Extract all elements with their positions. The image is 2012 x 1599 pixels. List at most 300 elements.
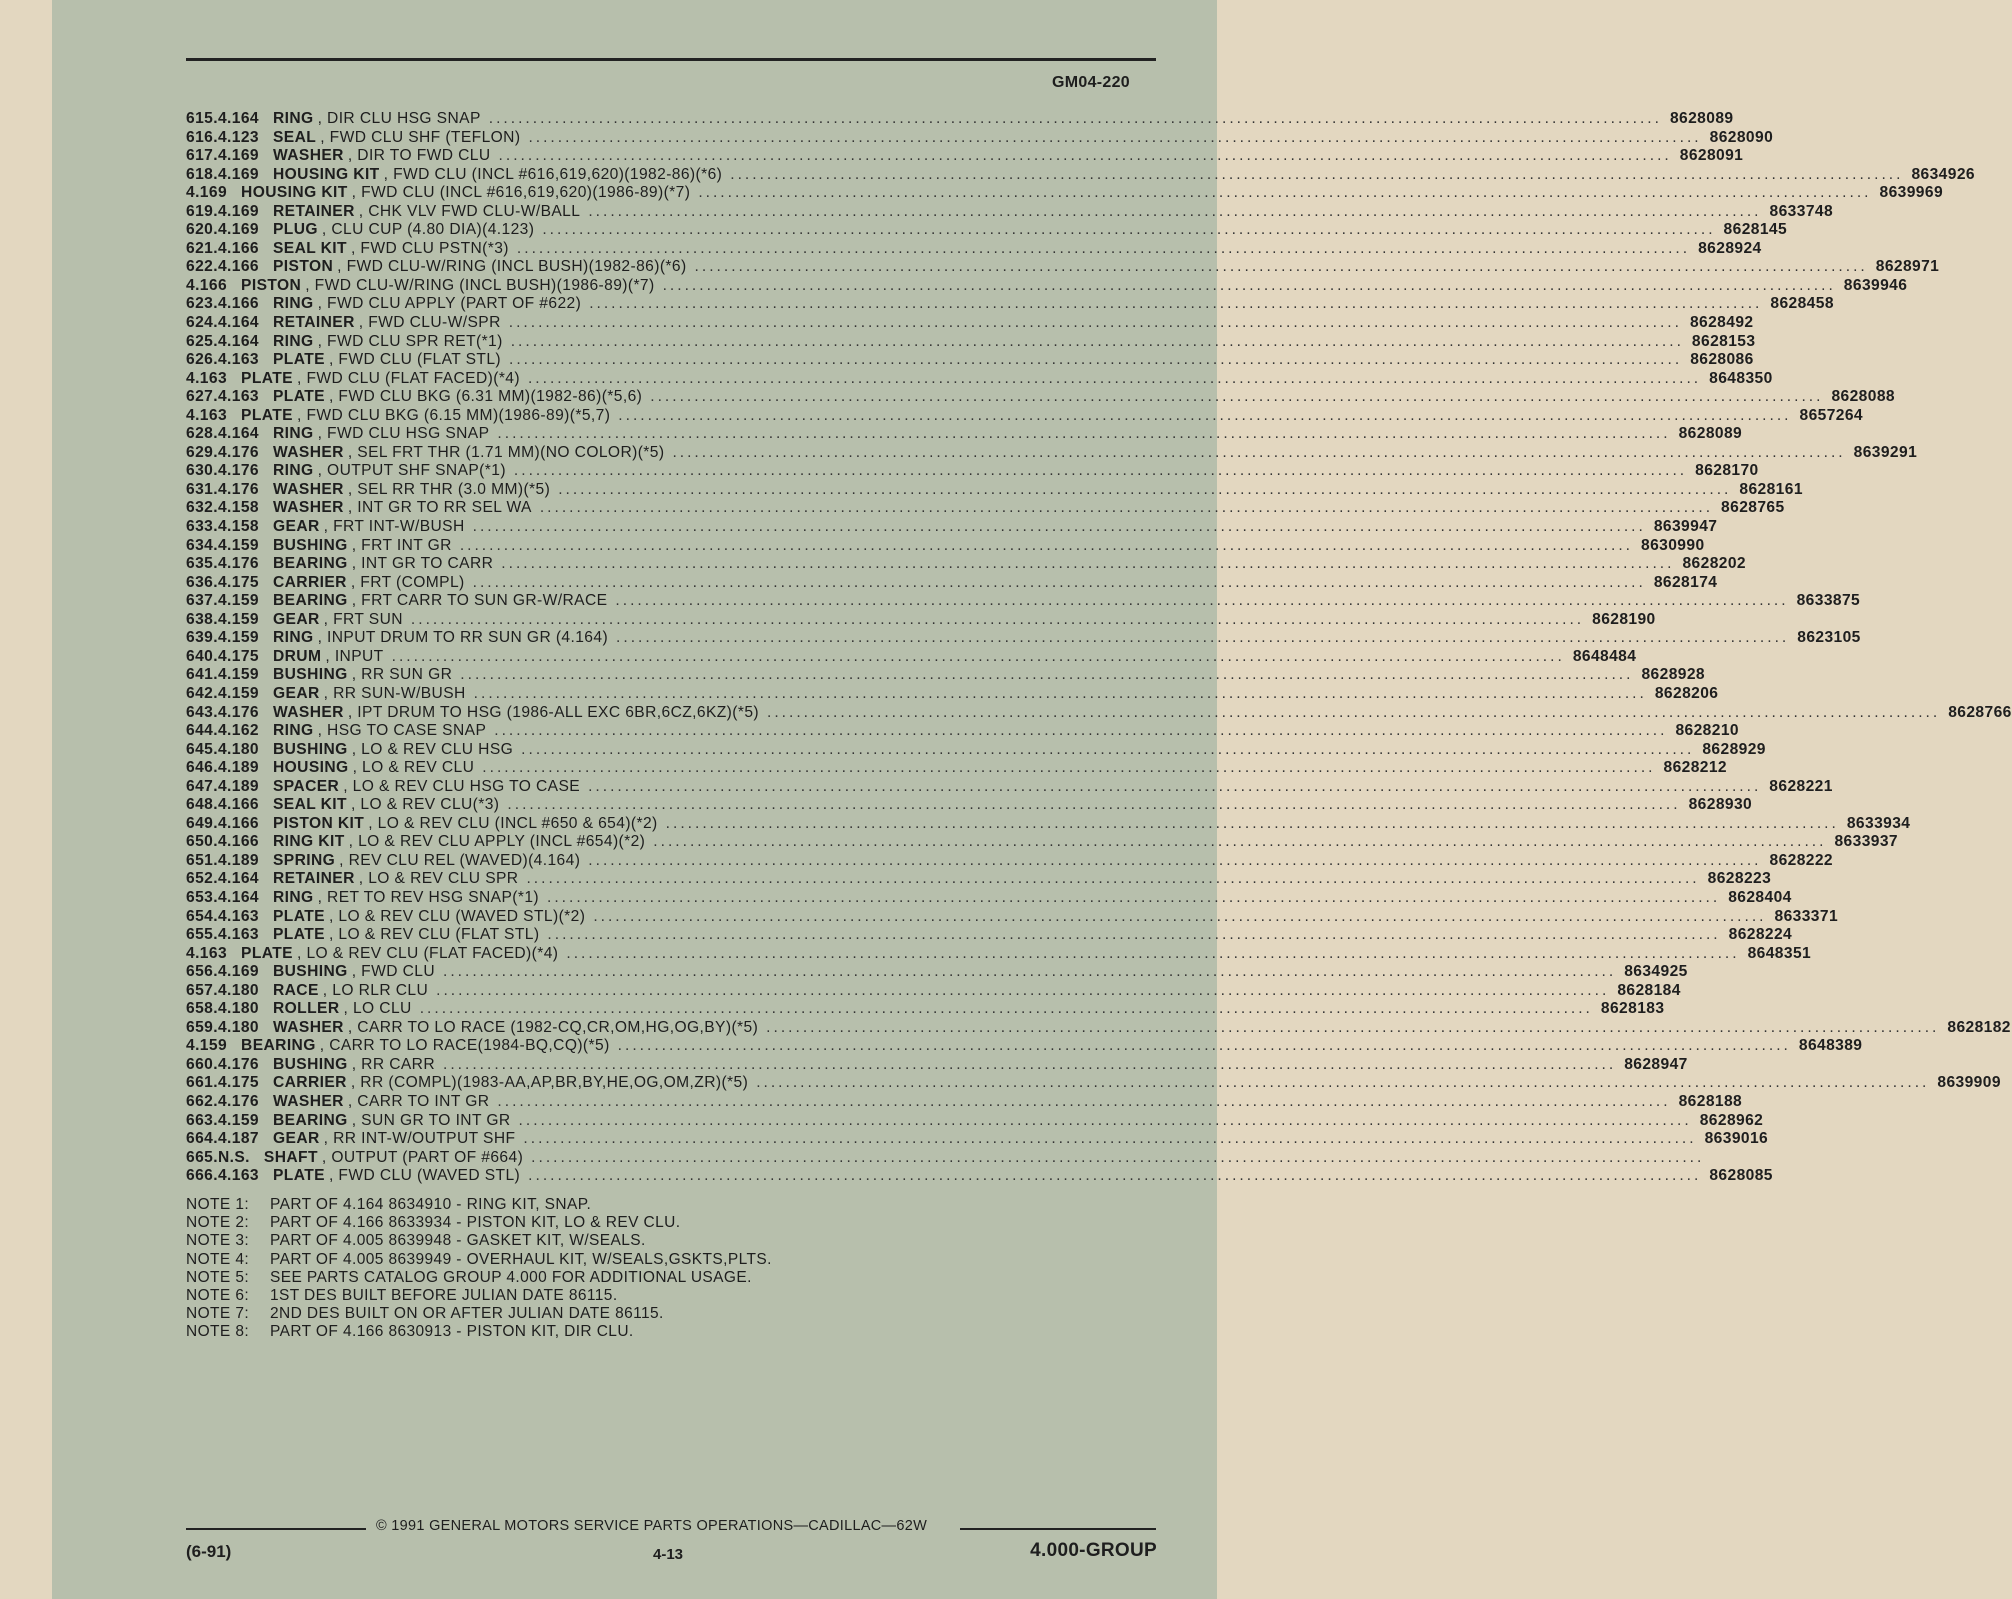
part-row <box>186 944 1812 964</box>
part-detail: , FWD CLU (INCL #616,619,620)(1986-89)(*7) <box>351 184 691 202</box>
group-number: 4.180 <box>217 1000 259 1018</box>
part-description <box>273 425 1679 444</box>
leader-dots: ................................................................................................................................................................ <box>593 907 1767 925</box>
part-description <box>273 926 1729 945</box>
footer-rule-right <box>960 1528 1156 1530</box>
part-detail: , FWD CLU (FLAT FACED)(*4) <box>297 369 520 387</box>
group-number: 4.163 <box>217 1167 259 1185</box>
item-number: 665. <box>186 1148 218 1166</box>
part-row <box>186 221 1788 240</box>
leader-dots: ................................................................................................................................................................ <box>730 165 1904 183</box>
leader-dots: ................................................................................................................................................................ <box>410 610 1585 628</box>
leader-dots: ................................................................................................................................................................ <box>521 740 1695 758</box>
part-number: 8628145 <box>1723 221 1788 239</box>
part-description <box>273 166 1911 185</box>
part-row <box>186 666 1705 685</box>
part-description <box>273 592 1797 611</box>
part-name: BUSHING <box>272 666 348 684</box>
part-name: RING <box>272 462 314 480</box>
part-name: RETAINER <box>272 870 355 888</box>
part-name: GEAR <box>272 684 320 702</box>
part-detail: , IPT DRUM TO HSG (1986-ALL EXC 6BR,6CZ,6KZ)(*5) <box>347 703 760 721</box>
leader-dots: ................................................................................................................................................................ <box>510 332 1684 350</box>
group-number: 4.166 <box>217 814 259 832</box>
item-number: 628. <box>186 425 218 443</box>
part-number: 8648351 <box>1747 944 1812 962</box>
part-name: SHAFT <box>263 1148 318 1166</box>
part-detail: , RR (COMPL)(1983-AA,AP,BR,BY,HE,OG,OM,ZR)(*5) <box>350 1074 749 1092</box>
part-name: SEAL KIT <box>272 796 347 814</box>
group-number: 4.163 <box>186 944 228 962</box>
part-row <box>186 202 1834 222</box>
part-description <box>273 351 1690 370</box>
part-name: GEAR <box>272 1130 320 1148</box>
part-number: 8639947 <box>1653 518 1718 536</box>
part-name: PLATE <box>241 944 293 962</box>
group-number: 4.176 <box>217 443 259 461</box>
leader-dots: ................................................................................................................................................................ <box>501 555 1675 573</box>
part-row <box>186 759 1728 778</box>
leader-dots: ................................................................................................................................................................ <box>508 351 1683 369</box>
part-row <box>186 1111 1764 1131</box>
item-number: 633. <box>186 518 218 536</box>
group-number: 4.159 <box>186 1037 228 1055</box>
part-name: RING <box>272 110 314 127</box>
part-detail: , LO & REV CLU HSG TO CASE <box>343 777 581 795</box>
part-detail: , FRT (COMPL) <box>350 573 465 591</box>
item-number: 658. <box>186 1000 218 1018</box>
part-detail: , SUN GR TO INT GR <box>351 1111 511 1129</box>
leader-dots: ................................................................................................................................................................ <box>498 147 1672 165</box>
part-name: BUSHING <box>272 740 348 758</box>
part-description <box>273 852 1770 871</box>
leader-dots: ................................................................................................................................................................ <box>473 684 1647 702</box>
part-name: RING KIT <box>272 833 345 851</box>
part-name: GEAR <box>272 610 320 628</box>
leader-dots: ................................................................................................................................................................ <box>665 814 1839 832</box>
leader-dots: ................................................................................................................................................................ <box>617 1037 1791 1055</box>
leader-dots: ................................................................................................................................................................ <box>650 388 1824 406</box>
leader-dots: ................................................................................................................................................................ <box>698 184 1872 202</box>
part-number: 8633937 <box>1834 833 1898 851</box>
part-row <box>186 573 1718 593</box>
leader-dots: ................................................................................................................................................................ <box>459 536 1634 554</box>
part-row <box>186 165 1975 185</box>
note-line <box>186 1214 772 1232</box>
part-row <box>186 555 1746 574</box>
part-row <box>186 314 1754 333</box>
part-name: BUSHING <box>272 1055 348 1073</box>
group-number: 4.176 <box>217 1092 259 1110</box>
part-name: PLATE <box>241 406 293 424</box>
part-number: 8628182 <box>1947 1018 2011 1036</box>
note-label: NOTE 3: <box>186 1232 250 1250</box>
part-row <box>186 907 1839 927</box>
part-row <box>186 351 1754 370</box>
leader-dots: ................................................................................................................................................................ <box>516 239 1691 257</box>
part-description <box>241 945 1748 964</box>
part-row <box>186 239 1762 259</box>
group-number: 4.163 <box>217 351 259 369</box>
group-number: 4.175 <box>217 647 259 665</box>
part-description <box>273 629 1797 648</box>
part-description <box>273 314 1690 333</box>
group-number: N.S. <box>217 1148 250 1166</box>
part-number: 8628091 <box>1679 147 1744 165</box>
part-name: RING <box>272 629 314 647</box>
group-number: 4.158 <box>217 518 259 536</box>
group-number: 4.163 <box>217 926 259 944</box>
part-number: 8639016 <box>1704 1130 1769 1148</box>
part-detail: , CARR TO LO RACE(1984-BQ,CQ)(*5) <box>319 1037 610 1055</box>
part-row <box>186 963 1688 982</box>
leader-dots: ................................................................................................................................................................ <box>528 1167 1702 1185</box>
leader-dots: ................................................................................................................................................................ <box>589 295 1763 313</box>
part-row <box>186 610 1656 630</box>
part-number: 8628183 <box>1600 1000 1665 1018</box>
item-number: 649. <box>186 814 218 832</box>
part-description <box>241 184 1879 203</box>
group-number: 4.163 <box>186 369 228 387</box>
part-detail: , OUTPUT (PART OF #664) <box>321 1148 524 1166</box>
part-name: WASHER <box>272 480 344 498</box>
part-row <box>186 833 1898 852</box>
notes-list <box>186 1196 772 1342</box>
note-line <box>186 1323 772 1341</box>
part-description <box>273 796 1689 815</box>
part-row <box>186 870 1772 889</box>
item-number: 655. <box>186 926 218 944</box>
part-description <box>273 722 1675 741</box>
part-name: BEARING <box>272 555 348 573</box>
part-detail: , SEL FRT THR (1.71 MM)(NO COLOR)(*5) <box>347 443 665 461</box>
part-detail: , LO & REV CLU (WAVED STL)(*2) <box>328 907 586 925</box>
part-description <box>273 870 1708 889</box>
part-name: HOUSING KIT <box>241 184 348 202</box>
part-detail: , FRT INT-W/BUSH <box>323 518 465 536</box>
part-name: CARRIER <box>272 573 347 591</box>
part-row <box>186 499 1785 518</box>
part-number: 8628153 <box>1691 332 1756 350</box>
part-number: 8628089 <box>1678 425 1743 443</box>
group-number: 4.166 <box>217 258 259 276</box>
part-description <box>241 407 1799 426</box>
group-number: 4.176 <box>217 555 259 573</box>
part-number: 8628221 <box>1769 777 1833 795</box>
part-detail: , LO & REV CLU(*3) <box>350 796 500 814</box>
group-number: 4.163 <box>217 907 259 925</box>
part-description <box>273 203 1770 222</box>
leader-dots: ................................................................................................................................................................ <box>531 1148 1705 1166</box>
part-row <box>186 1148 1705 1168</box>
group-number: 4.187 <box>217 1130 259 1148</box>
part-number: 8633371 <box>1774 907 1839 925</box>
part-row <box>186 518 1718 537</box>
part-row <box>186 536 1705 556</box>
part-name: RING <box>272 425 314 443</box>
group-number: 4.163 <box>186 406 228 424</box>
part-row <box>186 443 1918 463</box>
item-number: 642. <box>186 684 218 702</box>
leader-dots: ................................................................................................................................................................ <box>766 1018 1940 1036</box>
part-description <box>273 685 1655 704</box>
leader-dots: ................................................................................................................................................................ <box>615 592 1789 610</box>
note-text: 1ST DES BUILT BEFORE JULIAN DATE 86115. <box>270 1286 618 1304</box>
item-number: 615. <box>186 110 218 127</box>
part-number: 8628458 <box>1770 295 1834 313</box>
leader-dots: ................................................................................................................................................................ <box>662 276 1836 294</box>
part-row <box>186 184 1944 203</box>
part-name: ROLLER <box>272 1000 340 1018</box>
item-number: 640. <box>186 647 218 665</box>
note-label: NOTE 7: <box>186 1305 250 1323</box>
part-number: 8628224 <box>1728 926 1793 944</box>
part-row <box>186 295 1834 314</box>
part-description <box>273 240 1698 259</box>
item-number: 639. <box>186 629 218 647</box>
part-number: 8628161 <box>1739 480 1803 498</box>
part-description <box>273 1056 1624 1075</box>
group-number: 4.166 <box>217 796 259 814</box>
part-name: RING <box>272 888 314 906</box>
note-line <box>186 1196 772 1214</box>
note-line <box>186 1287 772 1305</box>
part-detail: , FWD CLU-W/SPR <box>358 314 501 332</box>
part-number: 8628223 <box>1707 870 1772 888</box>
part-name: PLATE <box>272 926 325 944</box>
leader-dots: ................................................................................................................................................................ <box>528 128 1702 146</box>
group-number: 4.159 <box>217 629 259 647</box>
group-number: 4.180 <box>217 981 259 999</box>
copyright-line: © 1991 GENERAL MOTORS SERVICE PARTS OPERATIONS—CADILLAC—62W <box>376 1518 928 1534</box>
leader-dots: ................................................................................................................................................................ <box>472 518 1646 536</box>
part-name: RING <box>272 722 314 740</box>
part-row <box>186 684 1719 704</box>
part-detail: , INPUT <box>325 647 384 665</box>
part-description <box>273 555 1683 574</box>
group-number: 4.159 <box>217 536 259 554</box>
part-row <box>186 1000 1665 1019</box>
part-name: PLATE <box>272 1167 325 1185</box>
part-number: 8634926 <box>1911 165 1975 183</box>
part-name: RING <box>272 295 314 313</box>
page-number: 4-13 <box>653 1546 684 1563</box>
part-detail: , LO & REV CLU HSG <box>351 740 514 758</box>
part-description <box>273 1167 1709 1186</box>
part-row <box>186 1037 1863 1056</box>
item-number: 617. <box>186 147 218 165</box>
leader-dots: ................................................................................................................................................................ <box>618 406 1792 424</box>
part-name: PLATE <box>272 351 325 369</box>
part-row <box>186 276 1908 296</box>
part-name: PLUG <box>272 221 318 239</box>
part-name: GEAR <box>272 518 320 536</box>
group-number: 4.163 <box>217 388 259 406</box>
item-number: 631. <box>186 480 218 498</box>
part-description <box>273 574 1654 593</box>
part-number: 8633934 <box>1846 814 1911 832</box>
leader-dots: ................................................................................................................................................................ <box>539 499 1714 517</box>
part-description <box>273 666 1642 685</box>
item-number: 650. <box>186 833 218 851</box>
part-detail: , RR INT-W/OUTPUT SHF <box>323 1130 516 1148</box>
part-number: 8628766 <box>1948 703 2012 721</box>
part-detail: , CLU CUP (4.80 DIA)(4.123) <box>321 221 535 239</box>
note-text: PART OF 4.166 8630913 - PISTON KIT, DIR CLU. <box>270 1323 634 1341</box>
part-description <box>273 1019 1947 1038</box>
group-number: 4.164 <box>217 314 259 332</box>
part-number: 8628174 <box>1653 573 1718 591</box>
part-description <box>273 1074 1937 1093</box>
part-row <box>186 462 1759 481</box>
part-number: 8639909 <box>1937 1074 2001 1092</box>
item-number: 621. <box>186 239 218 257</box>
group-number: 4.166 <box>217 295 259 313</box>
group-label: 4.000-GROUP <box>1030 1540 1157 1561</box>
part-detail: , FWD CLU-W/RING (INCL BUSH)(1982-86)(*6) <box>337 258 687 276</box>
note-line <box>186 1305 772 1323</box>
group-number: 4.189 <box>217 851 259 869</box>
part-row <box>186 981 1681 1001</box>
part-detail: , SEL RR THR (3.0 MM)(*5) <box>347 480 551 498</box>
group-number: 4.176 <box>217 1055 259 1073</box>
part-number: 8628190 <box>1592 610 1656 628</box>
note-line <box>186 1269 772 1287</box>
item-number: 664. <box>186 1130 218 1148</box>
leader-dots: ................................................................................................................................................................ <box>391 647 1565 665</box>
part-detail: , RR SUN GR <box>351 666 453 684</box>
part-description <box>273 1130 1705 1149</box>
part-row <box>186 1167 1773 1186</box>
leader-dots: ................................................................................................................................................................ <box>443 1055 1617 1073</box>
part-row <box>186 703 2012 723</box>
part-detail: , CHK VLV FWD CLU-W/BALL <box>358 202 581 220</box>
part-detail: , FWD CLU SHF (TEFLON) <box>320 128 521 146</box>
part-description <box>273 611 1592 630</box>
part-detail: , FRT SUN <box>323 610 403 628</box>
group-number: 4.169 <box>217 963 259 981</box>
revision-date: (6-91) <box>186 1542 232 1561</box>
leader-dots: ................................................................................................................................................................ <box>482 759 1656 777</box>
item-number: 624. <box>186 314 218 332</box>
part-row <box>186 740 1766 760</box>
leader-dots: ................................................................................................................................................................ <box>653 833 1827 851</box>
item-number: 619. <box>186 202 218 220</box>
leader-dots: ................................................................................................................................................................ <box>472 573 1646 591</box>
part-name: HOUSING <box>272 759 349 777</box>
note-text: PART OF 4.166 8633934 - PISTON KIT, LO & REV CLU. <box>270 1214 681 1232</box>
group-number: 4.169 <box>217 165 259 183</box>
part-detail: , DIR TO FWD CLU <box>347 147 491 165</box>
leader-dots: ................................................................................................................................................................ <box>507 796 1681 814</box>
part-description <box>273 481 1739 500</box>
part-row <box>186 851 1834 871</box>
part-name: SEAL <box>272 128 317 146</box>
group-number: 4.169 <box>186 184 228 202</box>
part-name: PISTON <box>241 276 302 294</box>
part-description <box>273 518 1654 537</box>
group-number: 4.158 <box>217 499 259 517</box>
note-label: NOTE 6: <box>186 1286 250 1304</box>
part-detail: , FWD CLU <box>351 963 436 981</box>
part-number: 8630990 <box>1641 536 1705 554</box>
part-description <box>264 1149 1712 1168</box>
item-number: 660. <box>186 1055 218 1073</box>
part-number: 8628086 <box>1690 351 1754 369</box>
part-name: PLATE <box>272 907 325 925</box>
leader-dots: ................................................................................................................................................................ <box>436 981 1610 999</box>
note-label: NOTE 2: <box>186 1214 250 1232</box>
part-number: 8639946 <box>1843 276 1908 294</box>
leader-dots: ................................................................................................................................................................ <box>508 314 1682 332</box>
part-detail: , FWD CLU APPLY (PART OF #622) <box>317 295 582 313</box>
leader-dots: ................................................................................................................................................................ <box>488 110 1662 127</box>
leader-dots: ................................................................................................................................................................ <box>588 777 1762 795</box>
part-detail: , RR SUN-W/BUSH <box>323 684 466 702</box>
part-number: 8628492 <box>1689 314 1754 332</box>
note-text: SEE PARTS CATALOG GROUP 4.000 FOR ADDITIONAL USAGE. <box>270 1268 752 1286</box>
part-description <box>273 704 1948 723</box>
part-detail: , LO & REV CLU (INCL #650 & 654)(*2) <box>368 814 658 832</box>
part-row <box>186 480 1803 500</box>
leader-dots: ................................................................................................................................................................ <box>588 202 1762 220</box>
part-number: 8628404 <box>1728 888 1792 906</box>
part-detail: , LO RLR CLU <box>322 981 429 999</box>
part-description <box>273 295 1770 314</box>
item-number: 641. <box>186 666 218 684</box>
part-description <box>273 815 1847 834</box>
item-number: 657. <box>186 981 218 999</box>
group-number: 4.189 <box>217 777 259 795</box>
leader-dots: ................................................................................................................................................................ <box>588 851 1762 869</box>
part-name: SPACER <box>272 777 340 795</box>
item-number: 620. <box>186 221 218 239</box>
item-number: 666. <box>186 1167 218 1185</box>
part-name: RETAINER <box>272 314 355 332</box>
group-number: 4.159 <box>217 610 259 628</box>
note-line <box>186 1251 772 1269</box>
part-detail: , FWD CLU BKG (6.15 MM)(1986-89)(*5,7) <box>297 406 611 424</box>
part-description <box>273 129 1710 148</box>
part-name: RACE <box>272 981 319 999</box>
item-number: 638. <box>186 610 218 628</box>
item-number: 644. <box>186 722 218 740</box>
page-id: GM04-220 <box>1052 74 1130 91</box>
item-number: 623. <box>186 295 218 313</box>
part-number: 8628088 <box>1831 388 1895 406</box>
part-name: BEARING <box>272 1111 348 1129</box>
part-description <box>273 147 1680 166</box>
part-description <box>273 110 1670 129</box>
part-row <box>186 926 1793 945</box>
part-description <box>273 982 1617 1001</box>
part-number: 8628202 <box>1682 555 1746 573</box>
part-row <box>186 629 1861 648</box>
part-name: PLATE <box>272 388 325 406</box>
group-number: 4.159 <box>217 666 259 684</box>
part-detail: , LO & REV CLU <box>352 759 475 777</box>
part-detail: , FWD CLU HSG SNAP <box>317 425 490 443</box>
item-number: 618. <box>186 165 218 183</box>
group-number: 4.123 <box>217 128 259 146</box>
part-row <box>186 406 1864 426</box>
part-row <box>186 777 1833 797</box>
item-number: 648. <box>186 796 218 814</box>
item-number: 634. <box>186 536 218 554</box>
part-description <box>273 537 1641 556</box>
part-number: 8628929 <box>1702 740 1766 758</box>
part-detail: , FWD CLU-W/RING (INCL BUSH)(1986-89)(*7) <box>305 276 655 294</box>
